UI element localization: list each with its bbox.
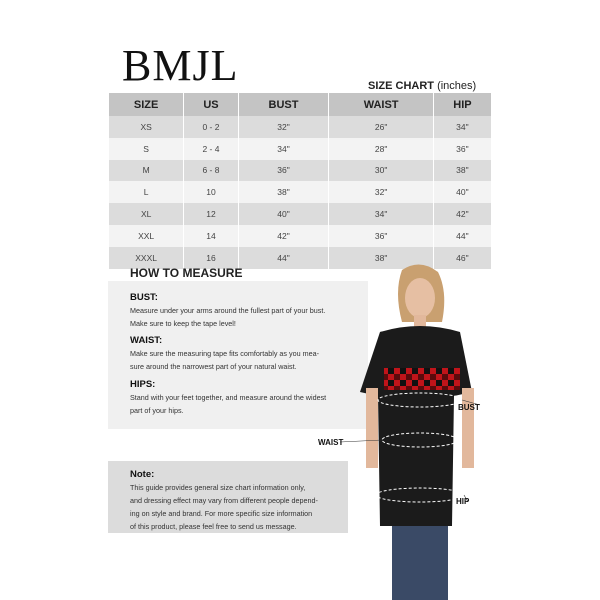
table-cell: 40" [434, 181, 491, 203]
table-cell: 46" [434, 247, 491, 269]
model-figure [340, 260, 500, 600]
table-cell: 40" [239, 203, 329, 225]
table-header [109, 93, 491, 116]
table-cell: XL [109, 203, 183, 225]
table-row [109, 225, 491, 247]
col-header: WAIST [329, 93, 432, 116]
table-cell: 16 [184, 247, 237, 269]
table-cell: 42" [239, 225, 329, 247]
note-heading: Note: [130, 469, 155, 480]
col-header: BUST [239, 93, 329, 116]
table-cell: 30" [329, 160, 432, 182]
table-cell: 34" [239, 138, 329, 160]
table-cell: 36" [239, 160, 329, 182]
col-header: HIP [434, 93, 491, 116]
measure-panel [108, 281, 368, 429]
table-cell: 34" [329, 203, 432, 225]
section-text: sure around the narrowest part of your natural waist. [130, 362, 297, 371]
note-text: of this product, please feel free to send us message. [130, 522, 297, 531]
col-header: SIZE [109, 93, 183, 116]
section-heading: WAIST: [130, 335, 163, 346]
table-cell: 6 - 8 [184, 160, 237, 182]
table-cell: 44" [239, 247, 329, 269]
table-cell: 0 - 2 [184, 116, 237, 138]
col-header: US [184, 93, 237, 116]
table-cell: XXL [109, 225, 183, 247]
table-cell: XXXL [109, 247, 183, 269]
hips-section [130, 379, 326, 417]
brand-logo: BMJL [122, 41, 239, 90]
how-to-measure-title: HOW TO MEASURE [130, 266, 243, 280]
table-cell: 34" [434, 116, 491, 138]
table-cell: S [109, 138, 183, 160]
table-cell: XS [109, 116, 183, 138]
table-cell: 2 - 4 [184, 138, 237, 160]
note-section [130, 469, 318, 533]
table-cell: 38" [239, 181, 329, 203]
hip-label: HIP [456, 497, 470, 506]
table-cell: 32" [239, 116, 329, 138]
note-text: This guide provides general size chart information only, [130, 483, 306, 492]
table-cell: L [109, 181, 183, 203]
section-text: part of your hips. [130, 406, 184, 415]
waist-label: WAIST [318, 438, 344, 447]
bust-section [130, 292, 325, 330]
size-table [108, 93, 492, 269]
section-text: Make sure to keep the tape level! [130, 319, 236, 328]
table-cell: 42" [434, 203, 491, 225]
table-cell: 32" [329, 181, 432, 203]
table-row [109, 138, 491, 160]
table-cell: 26" [329, 116, 432, 138]
note-text: ing on style and brand. For more specific size information [130, 509, 313, 518]
table-cell: 36" [329, 225, 432, 247]
note-panel [108, 461, 348, 533]
unit-label: (inches) [437, 80, 477, 92]
table-cell: 10 [184, 181, 237, 203]
table-cell: 38" [434, 160, 491, 182]
section-text: Stand with your feet together, and measure around the widest [130, 393, 327, 402]
table-cell: 12 [184, 203, 237, 225]
table-cell: 14 [184, 225, 237, 247]
table-row [109, 160, 491, 182]
section-heading: BUST: [130, 292, 158, 303]
section-text: Measure under your arms around the fullest part of your bust. [130, 306, 326, 315]
size-chart-title [368, 80, 476, 92]
section-heading: HIPS: [130, 379, 156, 390]
table-cell: 44" [434, 225, 491, 247]
section-text: Make sure the measuring tape fits comfortably as you mea- [130, 349, 319, 358]
size-chart-label: SIZE CHART [368, 80, 434, 92]
table-cell: 36" [434, 138, 491, 160]
table-cell: 38" [329, 247, 432, 269]
bust-label: BUST [458, 403, 480, 412]
table-row [109, 116, 491, 138]
table-cell: M [109, 160, 183, 182]
note-text: and dressing effect may vary from different people depend- [130, 496, 318, 505]
table-cell: 28" [329, 138, 432, 160]
table-row [109, 181, 491, 203]
waist-section [130, 335, 319, 373]
table-row [109, 203, 491, 225]
